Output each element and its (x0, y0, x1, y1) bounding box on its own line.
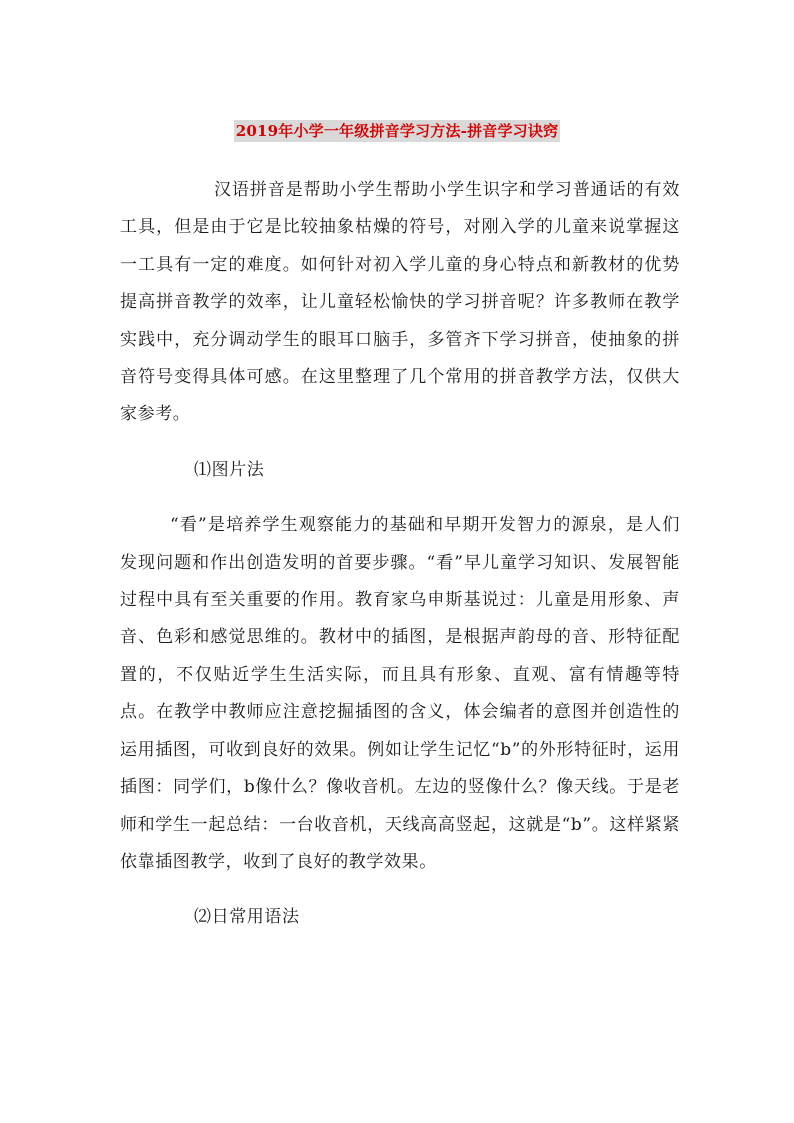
document-title: 2019年小学一年级拼音学习方法-拼音学习诀窍 (235, 122, 559, 140)
spacer (120, 434, 680, 452)
title-container (0, 120, 794, 142)
section-heading-daily-language-method: ⑵日常用语法 (194, 907, 300, 928)
spacer (120, 881, 680, 899)
section-heading-picture-method: ⑴图片法 (194, 459, 265, 480)
intro-paragraph: 汉语拼音是帮助小学生帮助小学生识字和学习普通话的有效工具，但是由于它是比较抽象枯燥的符号，对刚入学的儿童来说掌握这一工具有一定的难度。如何针对初入学儿童的身心特点和新教材的优势提高拼音教学的效率，让儿童轻松愉快的学习拼音呢？许多教师在教学实践中，充分调动学生的眼耳口脑手，多管齐下学习拼音，使抽象的拼音符号变得具体可感。在这里整理了几个常用的拼音教学方法，仅供大家参考。 (120, 180, 680, 425)
spacer (120, 489, 680, 507)
document-body (120, 172, 680, 937)
picture-method-paragraph: “看”是培养学生观察能力的基础和早期开发智力的源泉，是人们发现问题和作出创造发明的首要步骤。“看”早儿童学习知识、发展智能过程中具有至关重要的作用。教育家乌申斯基说过：儿童是用形象、声音、色彩和感觉思维的。教材中的插图，是根据声韵母的音、形特征配置的，不仅贴近学生生活实际，而且具有形象、直观、富有情趣等特点。在教学中教师应注意挖掘插图的含义，体会编者的意图并创造性的运用插图，可收到良好的效果。例如让学生记忆“b”的外形特征时，运用插图：同学们，b像什么？像收音机。左边的竖像什么？像天线。于是老师和学生一起总结：一台收音机，天线高高竖起，这就是“b”。这样紧紧依靠插图教学，收到了良好的教学效果。 (120, 515, 680, 872)
